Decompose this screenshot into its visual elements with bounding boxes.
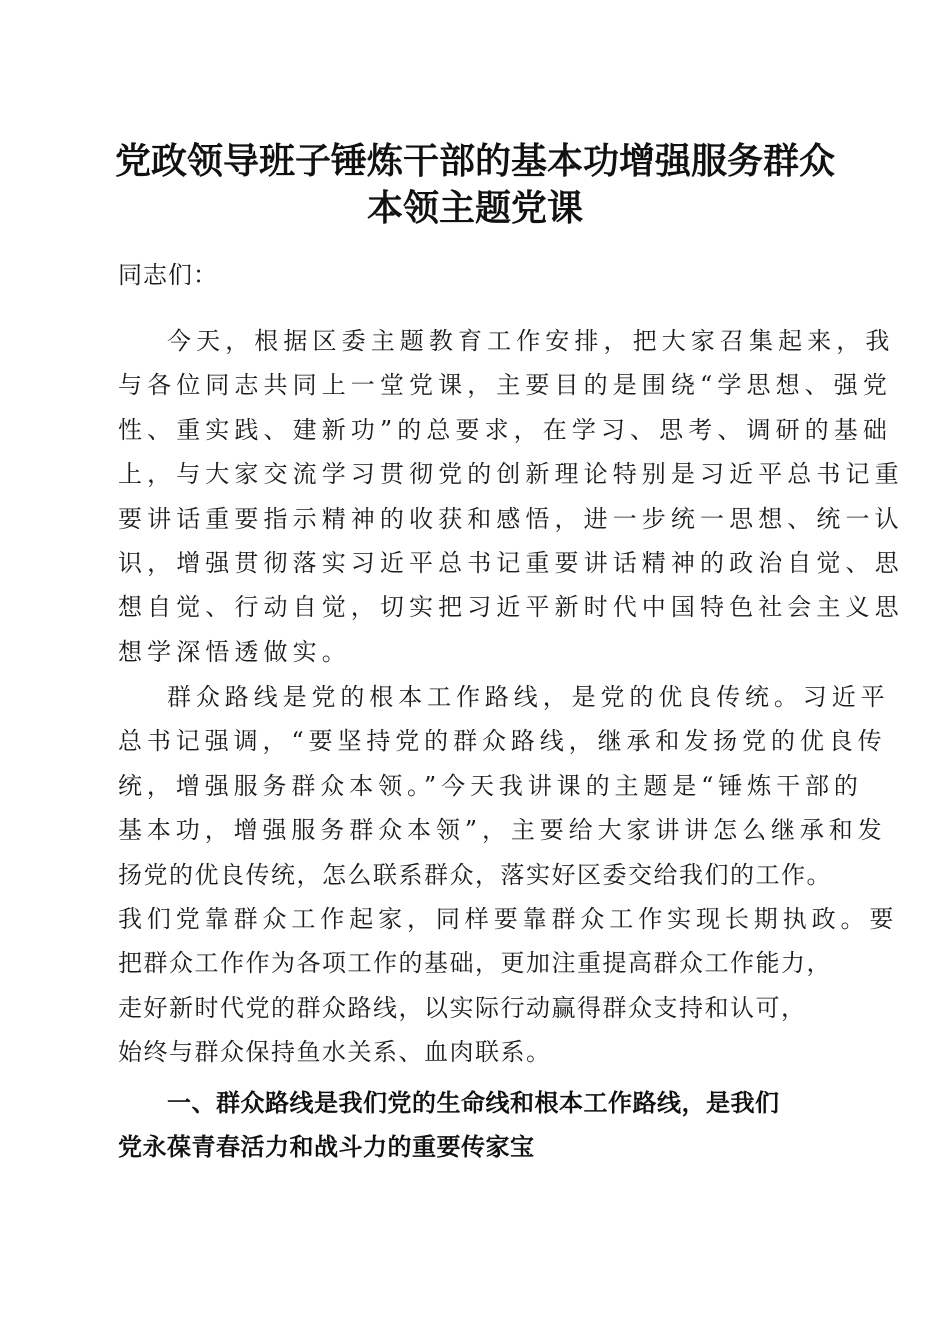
paragraph-line: 想学深悟透做实。: [118, 637, 351, 666]
paragraph-line: 性、重实践、建新功”的总要求，在学习、思考、调研的基础: [118, 415, 892, 444]
paragraph-line: 总书记强调，“要坚持党的群众路线，继承和发扬党的优良传: [118, 727, 887, 756]
paragraph-line: 扬党的优良传统，怎么联系群众，落实好区委交给我们的工作。: [118, 860, 832, 889]
paragraph-2: [118, 675, 899, 1075]
paragraph-1: [118, 319, 904, 674]
paragraph-line: 与各位同志共同上一堂党课，主要目的是围绕“学思想、强党: [118, 371, 892, 400]
paragraph-line: 把群众工作作为各项工作的基础，更加注重提高群众工作能力，: [118, 949, 832, 978]
paragraph-line: 群众路线是党的根本工作路线，是党的优良传统。习近平: [167, 683, 890, 711]
section-heading: [118, 1080, 838, 1169]
paragraph-line: 始终与群众保持鱼水关系、血肉联系。: [118, 1038, 552, 1067]
paragraph-line: 走好新时代党的群众路线，以实际行动赢得群众支持和认可，: [118, 993, 807, 1022]
section-heading-line: 一、群众路线是我们党的生命线和根本工作路线，是我们: [167, 1089, 780, 1117]
document-title-line-1: 党政领导班子锤炼干部的基本功增强服务群众: [114, 140, 835, 182]
document-title-line-2: 本领主题党课: [366, 187, 583, 229]
paragraph-line: 基本功，增强服务群众本领”，主要给大家讲讲怎么继承和发: [118, 816, 887, 845]
paragraph-line: 今天，根据区委主题教育工作安排，把大家召集起来，我: [167, 327, 895, 355]
paragraph-line: 要讲话重要指示精神的收获和感悟，进一步统一思想、统一认: [118, 504, 904, 533]
paragraph-line: 想自觉、行动自觉，切实把习近平新时代中国特色社会主义思: [118, 593, 904, 622]
paragraph-line: 上，与大家交流学习贯彻党的创新理论特别是习近平总书记重: [118, 460, 904, 489]
salutation: 同志们：: [118, 261, 218, 289]
paragraph-line: 统，增强服务群众本领。”今天我讲课的主题是“锤炼干部的: [118, 771, 863, 800]
paragraph-line: 我们党靠群众工作起家，同样要靠群众工作实现长期执政。要: [118, 904, 899, 933]
paragraph-line: 识，增强贯彻落实习近平总书记重要讲话精神的政治自觉、思: [118, 548, 904, 577]
section-heading-line: 党永葆青春活力和战斗力的重要传家宝: [118, 1133, 535, 1162]
